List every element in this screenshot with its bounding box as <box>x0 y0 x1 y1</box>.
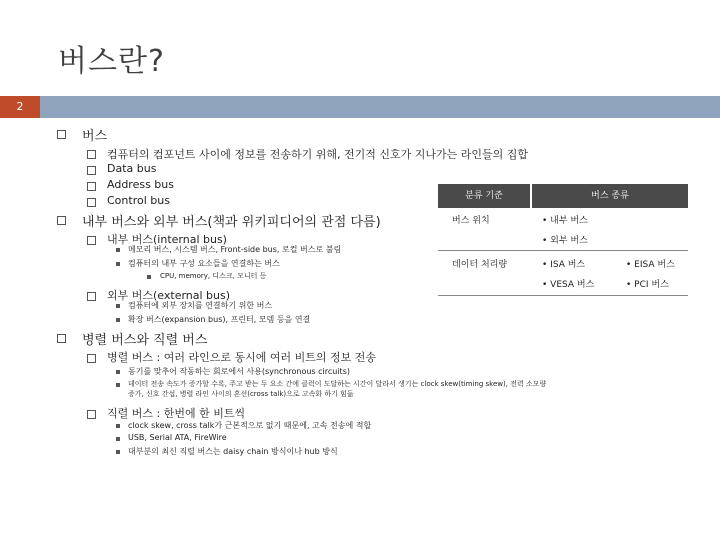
bullet-box-icon <box>57 334 66 343</box>
list-item: 데이터 전송 속도가 증가할 수록, 주고 받는 두 요소 간에 클럭이 도달하는 시간이 달라서 생기는 clock skew(timing skew), 전력 소모량 <box>128 380 547 388</box>
bullet-box-icon <box>87 150 96 159</box>
bullet-dot-icon <box>116 304 120 308</box>
list-item: CPU, memory, 디스크, 모니터 등 <box>160 272 267 280</box>
list-item: Address bus <box>107 178 174 191</box>
list-item: 동기를 맞추어 작동하는 회로에서 사용(synchronous circuits) <box>128 367 350 376</box>
list-item: USB, Serial ATA, FireWire <box>128 433 227 442</box>
bullet-box-icon <box>87 292 96 301</box>
heading-internal-external: 내부 버스와 외부 버스(책과 위키피디어의 관점 다름) <box>82 215 381 230</box>
table-cell: • ISA 버스 <box>542 260 586 270</box>
bullet-dot-icon <box>147 275 151 279</box>
table-header-types: 버스 종류 <box>532 184 688 208</box>
list-item: 내부 버스(internal bus) <box>107 233 227 246</box>
list-item: 직렬 버스 : 한번에 한 비트씩 <box>107 407 246 420</box>
list-item: 확장 버스(expansion bus), 프린터, 모뎀 등을 연결 <box>128 315 311 324</box>
bullet-box-icon <box>87 410 96 419</box>
list-item: 컴퓨터의 내부 구성 요소들을 연결하는 버스 <box>128 259 280 268</box>
bullet-dot-icon <box>116 424 120 428</box>
header-bar <box>0 96 720 118</box>
table-divider <box>438 250 688 251</box>
bullet-box-icon <box>87 198 96 207</box>
list-item: 메모리 버스, 시스템 버스, Front-side bus, 로컬 버스로 불림 <box>128 245 342 254</box>
page-title: 버스란? <box>58 44 165 79</box>
bullet-dot-icon <box>116 383 120 387</box>
table-cell: • 외부 버스 <box>542 236 588 246</box>
table-cell: • 내부 버스 <box>542 216 588 226</box>
bullet-box-icon <box>87 182 96 191</box>
bullet-box-icon <box>57 216 66 225</box>
list-item: clock skew, cross talk가 근본적으로 없기 때문에, 고속 전송에 적합 <box>128 421 372 430</box>
bullet-box-icon <box>87 236 96 245</box>
table-header-criteria: 분류 기준 <box>438 184 530 208</box>
bus-classification-table <box>438 184 688 296</box>
list-item: 병렬 버스 : 여러 라인으로 동시에 여러 비트의 정보 전송 <box>107 351 376 364</box>
bullet-dot-icon <box>116 450 120 454</box>
table-cell: • PCI 버스 <box>626 280 669 290</box>
table-bottom-line <box>438 295 688 296</box>
list-item: 컴퓨터에 외부 장치를 연결하기 위한 버스 <box>128 301 273 310</box>
list-item: Data bus <box>107 162 157 175</box>
bullet-box-icon <box>87 354 96 363</box>
list-item: 증가, 신호 간섭, 병렬 라인 사이의 혼선(cross talk)으로 고속화 하기 힘듦 <box>128 390 354 398</box>
table-cell-label: 데이터 처리량 <box>452 260 508 270</box>
table-cell: • EISA 버스 <box>626 260 675 270</box>
table-cell: • VESA 버스 <box>542 280 595 290</box>
list-item: 대부분의 최신 직렬 버스는 daisy chain 방식이나 hub 방식 <box>128 447 338 456</box>
bullet-dot-icon <box>116 318 120 322</box>
list-item: Control bus <box>107 194 170 207</box>
list-item: 컴퓨터의 컴포넌트 사이에 정보를 전송하기 위해, 전기적 신호가 지나가는 라인들의 집합 <box>107 148 528 161</box>
bullet-box-icon <box>87 166 96 175</box>
slide-number: 2 <box>0 96 40 118</box>
bullet-dot-icon <box>116 262 120 266</box>
list-item: 외부 버스(external bus) <box>107 289 231 302</box>
table-cell-label: 버스 위치 <box>452 216 490 226</box>
bullet-dot-icon <box>116 370 120 374</box>
bullet-box-icon <box>57 130 66 139</box>
heading-parallel-serial: 병렬 버스와 직렬 버스 <box>82 333 208 348</box>
bullet-dot-icon <box>116 437 120 441</box>
bullet-dot-icon <box>116 248 120 252</box>
heading-bus: 버스 <box>82 129 108 144</box>
